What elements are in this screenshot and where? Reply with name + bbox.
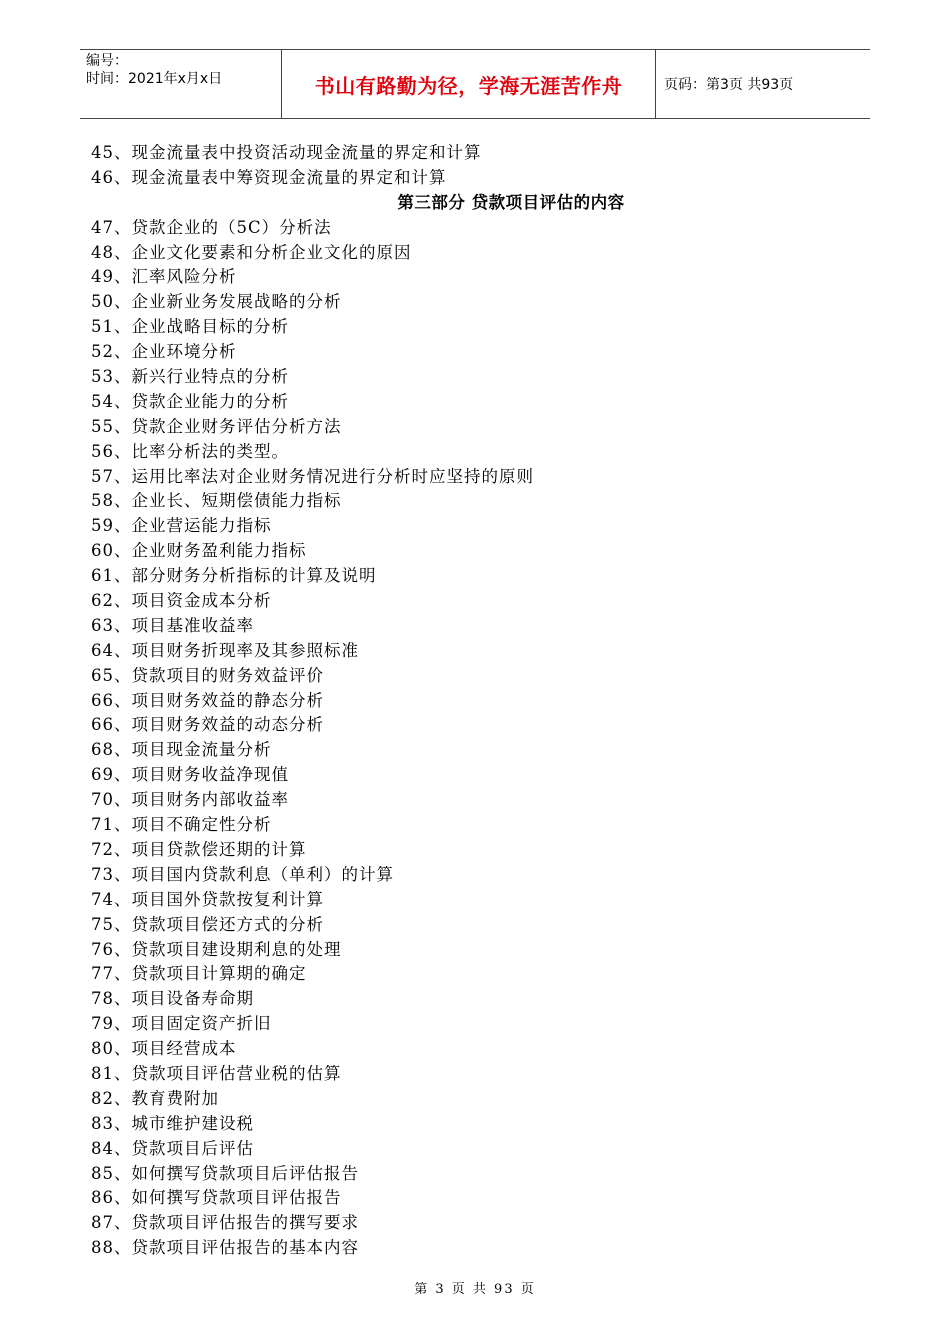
list-item: 71、项目不确定性分析: [91, 815, 272, 835]
list-item: 64、项目财务折现率及其参照标准: [91, 640, 359, 660]
list-item: 83、城市维护建设税: [91, 1113, 254, 1133]
list-item: 72、项目贷款偿还期的计算: [91, 839, 307, 859]
list-item: 78、项目设备寿命期: [91, 989, 254, 1009]
list-item: 53、新兴行业特点的分析: [91, 367, 289, 387]
list-item: 80、项目经营成本: [91, 1039, 237, 1059]
header-meta: [80, 50, 282, 118]
list-item: 88、贷款项目评估报告的基本内容: [91, 1238, 359, 1258]
list-item: 62、项目资金成本分析: [91, 591, 272, 611]
list-item: 79、项目固定资产折旧: [91, 1014, 272, 1034]
list-item: 55、贷款企业财务评估分析方法: [91, 416, 342, 436]
list-item: 81、贷款项目评估营业税的估算: [91, 1063, 342, 1083]
list-item: 66、项目财务效益的静态分析: [91, 690, 324, 710]
list-item: 63、项目基准收益率: [91, 615, 254, 635]
list-item: 87、贷款项目评估报告的撰写要求: [91, 1213, 359, 1233]
list-item: 74、项目国外贷款按复利计算: [91, 889, 324, 909]
list-item: 61、部分财务分析指标的计算及说明: [91, 566, 377, 586]
list-item: 84、贷款项目后评估: [91, 1138, 254, 1158]
list-item: 58、企业长、短期偿债能力指标: [91, 491, 342, 511]
list-item: 59、企业营运能力指标: [91, 516, 272, 536]
list-item: 45、现金流量表中投资活动现金流量的界定和计算: [91, 143, 482, 162]
time-label: 时间：2021年x月x日: [86, 71, 223, 87]
document-body: [91, 141, 871, 1261]
page-footer: 第 3 页 共 93 页: [414, 1282, 536, 1297]
list-item: 56、比率分析法的类型。: [91, 441, 289, 461]
list-item: 76、贷款项目建设期利息的处理: [91, 939, 342, 959]
list-item: 49、汇率风险分析: [91, 267, 237, 287]
list-item: 69、项目财务收益净现值: [91, 765, 289, 785]
list-item: 68、项目现金流量分析: [91, 740, 272, 760]
page-header: [80, 49, 870, 119]
list-item: 50、企业新业务发展战略的分析: [91, 292, 342, 312]
list-item: 77、贷款项目计算期的确定: [91, 964, 307, 984]
list-item: 70、项目财务内部收益率: [91, 790, 289, 810]
list-item: 75、贷款项目偿还方式的分析: [91, 914, 324, 934]
list-item: 73、项目国内贷款利息（单利）的计算: [91, 864, 394, 884]
list-item: 60、企业财务盈利能力指标: [91, 541, 307, 561]
number-label: 编号：: [86, 53, 128, 69]
list-item: 52、企业环境分析: [91, 342, 237, 362]
list-item: 57、运用比率法对企业财务情况进行分析时应坚持的原则: [91, 466, 534, 486]
header-page-info: 页码：第3页 共93页: [664, 77, 794, 93]
list-item: 54、贷款企业能力的分析: [91, 391, 289, 411]
list-item: 66、项目财务效益的动态分析: [91, 715, 324, 735]
list-item: 82、教育费附加: [91, 1088, 219, 1108]
header-motto: 书山有路勤为径，学海无涯苦作舟: [282, 50, 656, 118]
list-item: 48、企业文化要素和分析企业文化的原因: [91, 242, 412, 262]
list-item: 46、现金流量表中筹资现金流量的界定和计算: [91, 167, 447, 187]
list-item: 65、贷款项目的财务效益评价: [91, 665, 324, 685]
section-heading: 第三部分 贷款项目评估的内容: [397, 192, 625, 212]
list-item: 85、如何撰写贷款项目后评估报告: [91, 1163, 359, 1183]
list-item: 47、贷款企业的（5C）分析法: [91, 217, 332, 237]
list-item: 86、如何撰写贷款项目评估报告: [91, 1188, 342, 1208]
list-item: 51、企业战略目标的分析: [91, 317, 289, 337]
